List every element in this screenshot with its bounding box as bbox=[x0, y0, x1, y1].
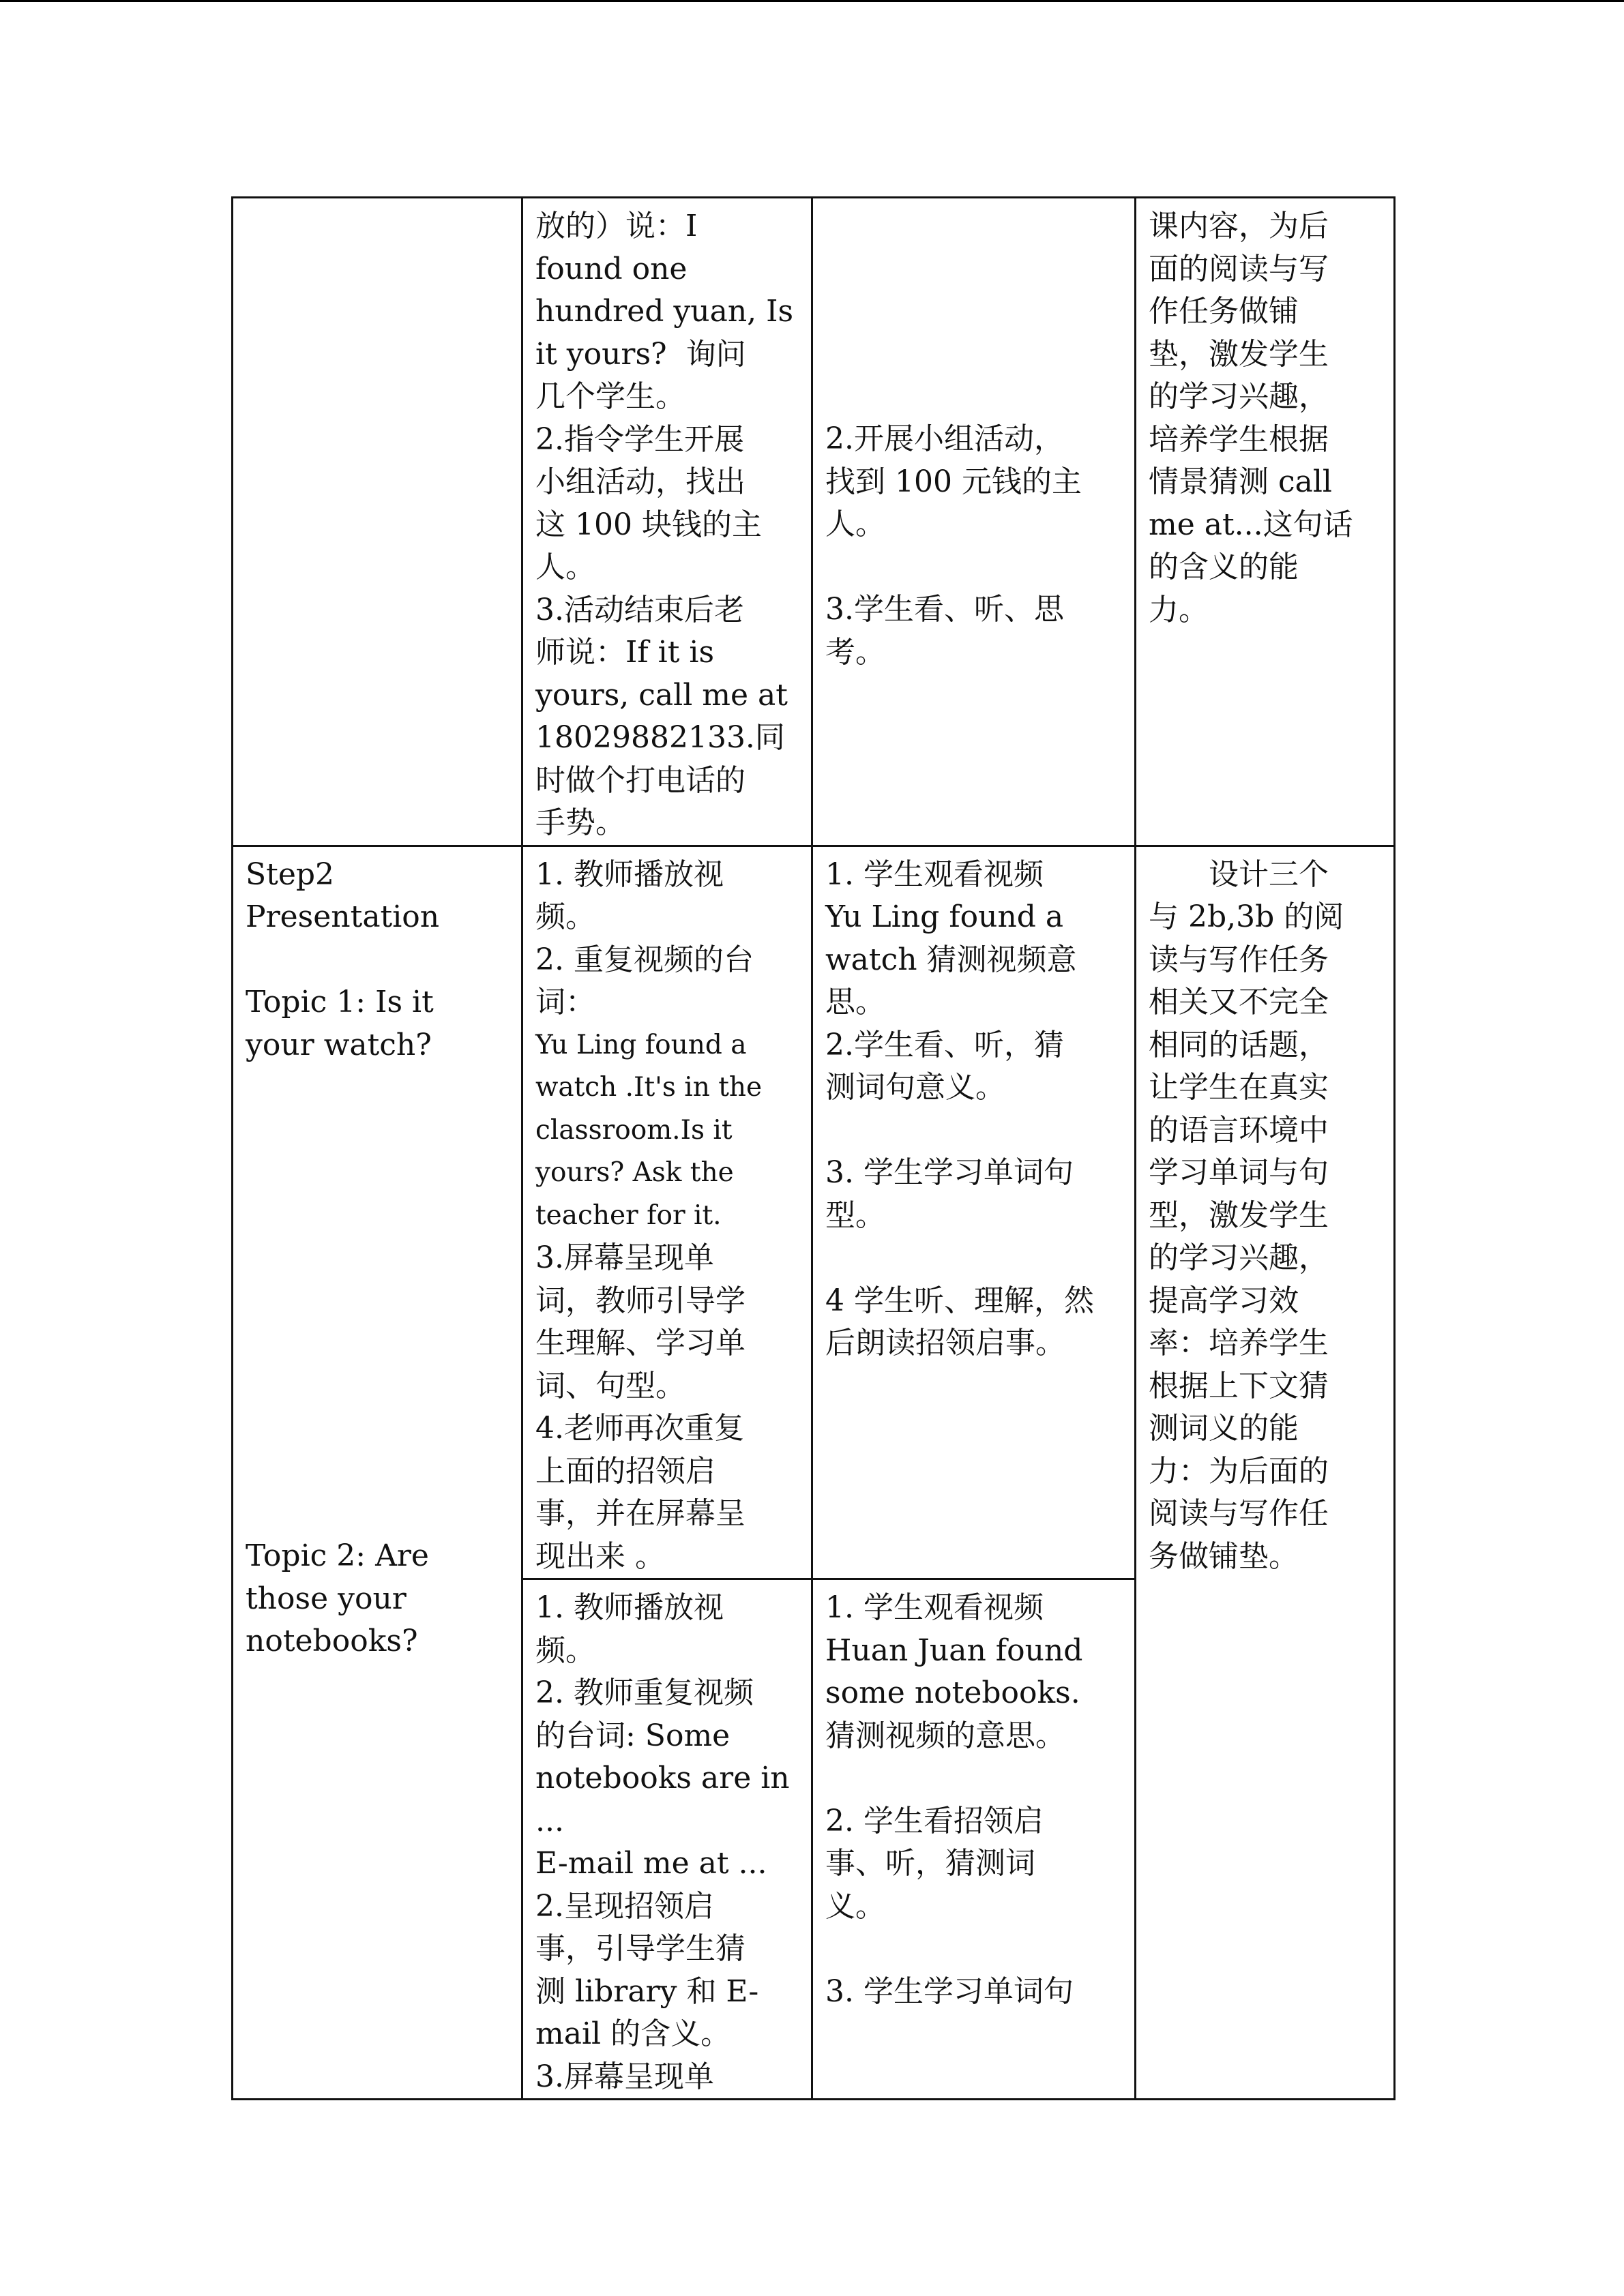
text-line: 3. 学生学习单词句 bbox=[825, 1155, 1074, 1190]
student-activity-text bbox=[825, 1971, 1122, 2014]
step-title bbox=[246, 854, 509, 939]
text-line: 词： bbox=[535, 985, 595, 1019]
topic-2-title bbox=[246, 1535, 509, 1663]
teacher-activity-text bbox=[535, 1587, 799, 2098]
text-line: Yu Ling found a bbox=[825, 899, 1064, 934]
teacher-activity-text bbox=[535, 854, 799, 1024]
text-line: Step2 bbox=[246, 856, 335, 892]
text-line: mail 的含义。 bbox=[535, 2016, 731, 2051]
text-line: 的学习兴趣， bbox=[1149, 1240, 1329, 1275]
text-line: 1. 教师播放视 bbox=[535, 856, 724, 892]
page-top-border bbox=[0, 0, 1624, 2]
text-line: 型。 bbox=[825, 1197, 885, 1233]
text-line: 情景猜测 call bbox=[1149, 464, 1333, 499]
text-line: it yours? 询问 bbox=[535, 336, 746, 372]
design-purpose-cell bbox=[1136, 198, 1395, 846]
text-line: 上面的招领启 bbox=[535, 1453, 715, 1489]
text-line: 3.屏幕呈现单 bbox=[535, 2059, 714, 2094]
teacher-activity-cell bbox=[522, 198, 812, 846]
student-activity-text bbox=[825, 1152, 1122, 1237]
text-line: Presentation bbox=[246, 899, 440, 934]
text-line: Topic 2: Are bbox=[246, 1538, 429, 1573]
text-line: found one bbox=[535, 251, 688, 286]
text-line: yours? Ask the bbox=[535, 1157, 734, 1188]
text-line: 人。 bbox=[535, 550, 595, 584]
student-activity-text bbox=[825, 854, 1122, 1109]
text-line: 阅读与写作任 bbox=[1149, 1496, 1329, 1531]
text-line: 2.开展小组活动， bbox=[825, 421, 1064, 456]
text-line: 3.屏幕呈现单 bbox=[535, 1240, 714, 1275]
text-line: 现出来 。 bbox=[535, 1538, 665, 1574]
text-line: 3.学生看、听、思 bbox=[825, 592, 1064, 627]
text-line: 2. 学生看招领启 bbox=[825, 1803, 1044, 1838]
text-line: 思。 bbox=[825, 985, 885, 1019]
text-line: 2. 重复视频的台 bbox=[535, 942, 754, 977]
text-line: 与 2b,3b 的阅 bbox=[1149, 899, 1344, 934]
text-line: yours, call me at bbox=[535, 677, 788, 713]
text-line: 相关又不完全 bbox=[1149, 985, 1329, 1019]
text-line: 1. 学生观看视频 bbox=[825, 856, 1044, 892]
text-line: 4.老师再次重复 bbox=[535, 1411, 744, 1446]
text-line: 考。 bbox=[825, 634, 885, 670]
text-line: 人。 bbox=[825, 507, 885, 541]
text-line: 词、句型。 bbox=[535, 1368, 685, 1403]
text-line: 课内容，为后 bbox=[1149, 209, 1329, 243]
text-line: 设计三个 bbox=[1209, 856, 1329, 892]
text-line: 2. 教师重复视频 bbox=[535, 1675, 754, 1710]
text-line: 的含义的能 bbox=[1149, 550, 1299, 584]
table-row-step1-continued bbox=[233, 198, 1395, 846]
student-activity-text bbox=[825, 418, 1122, 546]
text-line: 手势。 bbox=[535, 805, 625, 840]
text-line: 2.学生看、听，猜 bbox=[825, 1027, 1064, 1062]
student-activity-text bbox=[825, 588, 1122, 674]
text-line: 率：培养学生 bbox=[1149, 1326, 1329, 1360]
lesson-plan-table bbox=[231, 196, 1396, 2100]
text-line: 频。 bbox=[535, 1632, 595, 1668]
text-line: watch .It's in the bbox=[535, 1072, 763, 1103]
text-line: 垫，激发学生 bbox=[1149, 336, 1329, 372]
text-line: 2.指令学生开展 bbox=[535, 421, 744, 457]
text-line: 放的）说：I bbox=[535, 209, 698, 243]
text-line: 后朗读招领启事。 bbox=[825, 1326, 1065, 1360]
text-line: 1. 教师播放视 bbox=[535, 1590, 724, 1625]
text-line: ... bbox=[535, 1803, 564, 1838]
text-line: 频。 bbox=[535, 899, 595, 934]
student-activity-cell bbox=[812, 1579, 1136, 2100]
text-line: 提高学习效 bbox=[1149, 1283, 1299, 1318]
student-activity-text bbox=[825, 1587, 1122, 1757]
text-line: 2.呈现招领启 bbox=[535, 1888, 714, 1924]
student-activity-text bbox=[825, 1800, 1122, 1928]
student-activity-text bbox=[825, 1280, 1122, 1365]
text-line: 小组活动，找出 bbox=[535, 464, 745, 499]
text-line: 让学生在真实 bbox=[1149, 1070, 1329, 1105]
text-line: 的语言环境中 bbox=[1149, 1112, 1329, 1148]
text-line: classroom.Is it bbox=[535, 1114, 733, 1146]
text-line: 面的阅读与写 bbox=[1149, 251, 1329, 286]
text-line: 读与写作任务 bbox=[1149, 942, 1329, 977]
video-script-text bbox=[535, 1024, 799, 1238]
teacher-activity-text bbox=[535, 1237, 799, 1578]
text-line: 生理解、学习单 bbox=[535, 1326, 745, 1360]
step-cell bbox=[233, 846, 522, 2100]
text-line: 培养学生根据 bbox=[1149, 421, 1329, 457]
topic-1-title bbox=[246, 981, 509, 1067]
student-activity-cell bbox=[812, 198, 1136, 846]
text-line: Topic 1: Is it bbox=[246, 985, 434, 1019]
text-line: me at...这句话 bbox=[1149, 507, 1353, 542]
step-cell-empty bbox=[233, 198, 522, 846]
text-line: 测 library 和 E- bbox=[535, 1973, 759, 2009]
teacher-activity-cell bbox=[522, 846, 812, 1579]
text-line: notebooks? bbox=[246, 1624, 418, 1658]
text-line: hundred yuan, Is bbox=[535, 294, 794, 329]
text-line: 测词义的能 bbox=[1149, 1411, 1299, 1446]
text-line: 的学习兴趣， bbox=[1149, 379, 1329, 414]
teacher-activity-text bbox=[535, 205, 799, 845]
text-line: those your bbox=[246, 1581, 407, 1616]
text-line: 相同的话题， bbox=[1149, 1027, 1329, 1062]
text-line: 事，引导学生猜 bbox=[535, 1931, 745, 1966]
text-line: 事，并在屏幕呈 bbox=[535, 1496, 745, 1531]
text-line: Yu Ling found a bbox=[535, 1029, 747, 1060]
text-line: 的台词: Some bbox=[535, 1718, 730, 1753]
text-line: 师说：If it is bbox=[535, 635, 715, 670]
text-line: 词，教师引导学 bbox=[535, 1283, 745, 1318]
design-purpose-cell bbox=[1136, 846, 1395, 2100]
text-line: 型，激发学生 bbox=[1149, 1197, 1329, 1233]
text-line: notebooks are in bbox=[535, 1761, 790, 1795]
design-purpose-text bbox=[1149, 205, 1381, 631]
text-line: 根据上下文猜 bbox=[1149, 1368, 1329, 1403]
text-line: 1. 学生观看视频 bbox=[825, 1590, 1044, 1625]
text-line: 这 100 块钱的主 bbox=[535, 507, 762, 542]
student-activity-cell bbox=[812, 846, 1136, 1579]
text-line: 猜测视频的意思。 bbox=[825, 1718, 1065, 1753]
text-line: 务做铺垫。 bbox=[1149, 1538, 1299, 1574]
text-line: watch 猜测视频意 bbox=[825, 942, 1077, 977]
text-line: 4 学生听、理解，然 bbox=[825, 1283, 1094, 1318]
text-line: 3. 学生学习单词句 bbox=[825, 1973, 1074, 2009]
text-line: 找到 100 元钱的主 bbox=[825, 464, 1082, 499]
design-purpose-text bbox=[1149, 854, 1381, 1579]
text-line: some notebooks. bbox=[825, 1675, 1080, 1710]
text-line: 力。 bbox=[1149, 592, 1209, 627]
text-line: 义。 bbox=[825, 1888, 885, 1924]
text-line: 18029882133.同 bbox=[535, 720, 785, 755]
text-line: 时做个打电话的 bbox=[535, 762, 745, 798]
text-line: Huan Juan found bbox=[825, 1632, 1083, 1668]
text-line: 力：为后面的 bbox=[1149, 1453, 1329, 1489]
text-line: teacher for it. bbox=[535, 1199, 722, 1231]
text-line: 几个学生。 bbox=[535, 379, 685, 414]
text-line: 测词句意义。 bbox=[825, 1070, 1005, 1105]
text-line: E-mail me at ... bbox=[535, 1846, 767, 1881]
text-line: 3.活动结束后老 bbox=[535, 592, 744, 627]
text-line: 作任务做铺 bbox=[1149, 294, 1299, 329]
text-line: 事、听，猜测词 bbox=[825, 1846, 1035, 1881]
table-row-step2-topic1 bbox=[233, 846, 1395, 1579]
teacher-activity-cell bbox=[522, 1579, 812, 2100]
text-line: 学习单词与句 bbox=[1149, 1155, 1329, 1190]
text-line: your watch? bbox=[246, 1027, 432, 1062]
